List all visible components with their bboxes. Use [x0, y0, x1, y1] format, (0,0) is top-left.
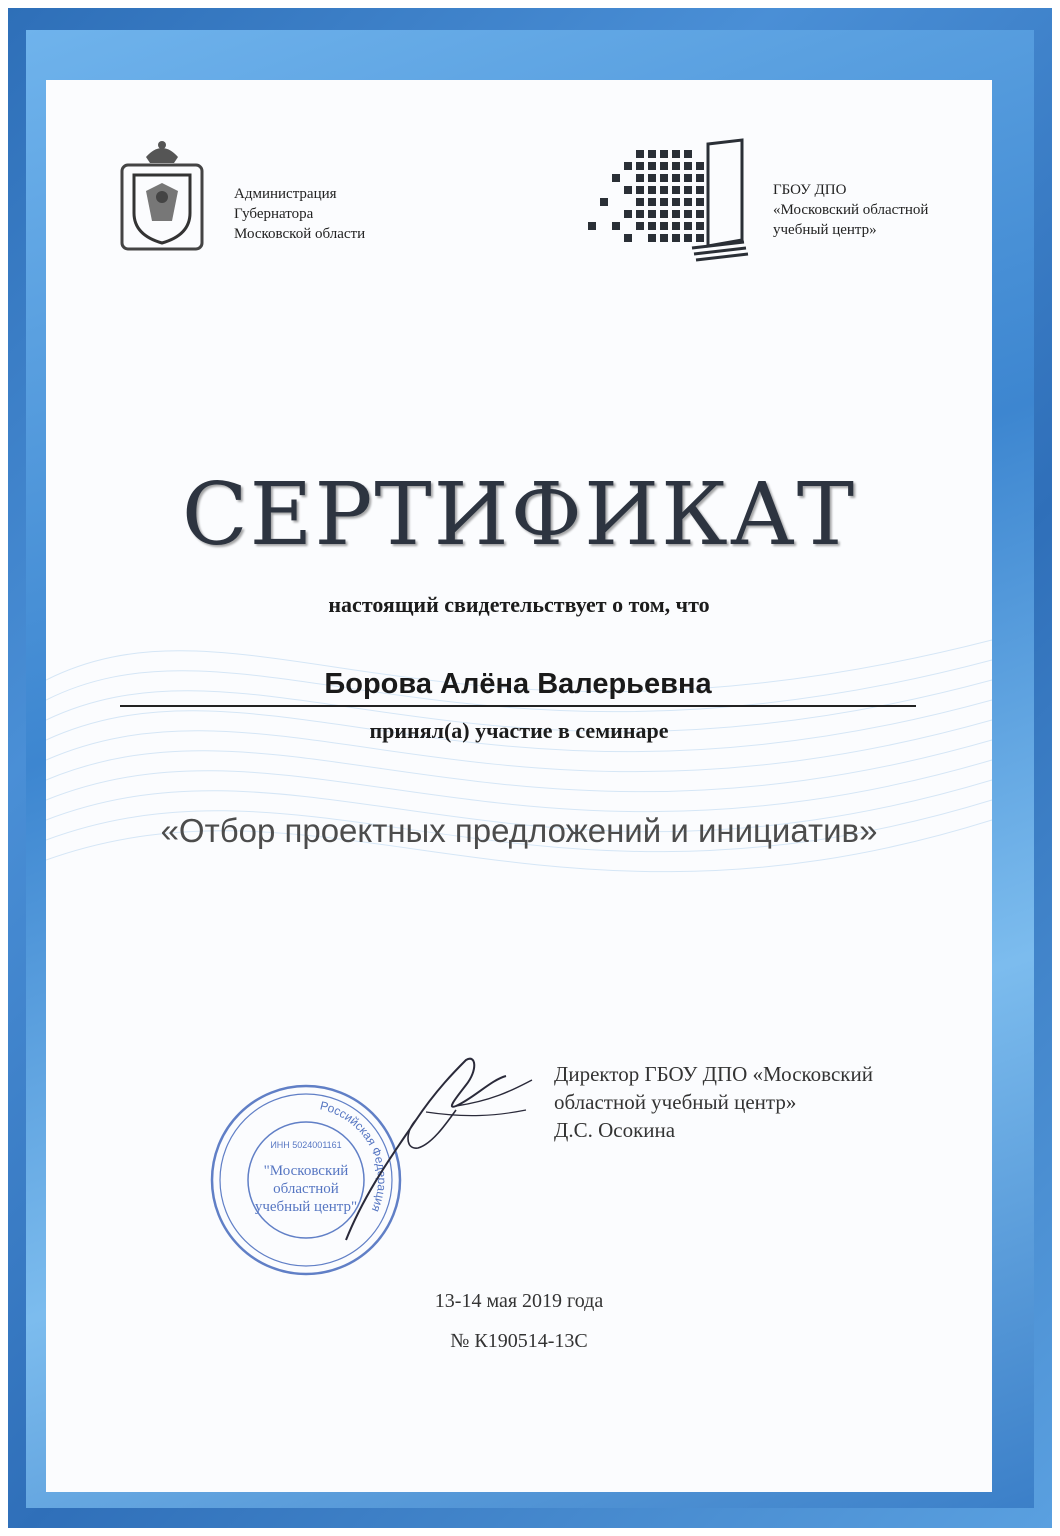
seminar-date: 13-14 мая 2019 года: [434, 1290, 604, 1312]
certificate-title: СЕРТИФИКАТ: [181, 465, 857, 565]
certificate-subtitle: настоящий свидетельствует о том, что: [328, 592, 710, 617]
participation-text: принял(а) участие в семинаре: [369, 718, 669, 743]
stamp-center-line-3: учебный центр": [254, 1199, 358, 1215]
director-line-1: Директор ГБОУ ДПО «Московский: [554, 1062, 873, 1086]
seminar-title: «Отбор проектных предложений и инициатив»: [160, 812, 878, 849]
stamp-center-line-2: областной: [273, 1181, 339, 1197]
director-block: [554, 1060, 873, 1144]
training-center-logo-icon: [566, 130, 751, 270]
director-line-2: областной учебный центр»: [554, 1090, 797, 1114]
certificate-number: № К190514-13С: [450, 1330, 588, 1352]
director-line-3: Д.С. Осокина: [554, 1118, 676, 1142]
stamp-ring-text: Российская Федерация: [318, 1098, 390, 1215]
administration-line-2: Губернатора: [234, 206, 314, 222]
training-center-line-1: ГБОУ ДПО: [773, 182, 847, 198]
certificate-paper: [46, 80, 992, 1492]
background-wave-pattern: [46, 80, 992, 1492]
training-center-text: [773, 180, 928, 240]
administration-line-3: Московской области: [234, 226, 366, 242]
administration-text: [234, 184, 365, 244]
training-center-line-3: учебный центр»: [773, 222, 877, 238]
stamp-inn: ИНН 5024001161: [270, 1140, 342, 1150]
training-center-line-2: «Московский областной: [773, 202, 929, 218]
director-signature: [306, 1040, 536, 1250]
stamp-center-line-1: "Московский: [263, 1163, 349, 1179]
moscow-oblast-emblem-icon: [116, 135, 208, 253]
administration-line-1: Администрация: [234, 186, 337, 202]
recipient-name: Борова Алёна Валерьевна: [120, 668, 916, 707]
